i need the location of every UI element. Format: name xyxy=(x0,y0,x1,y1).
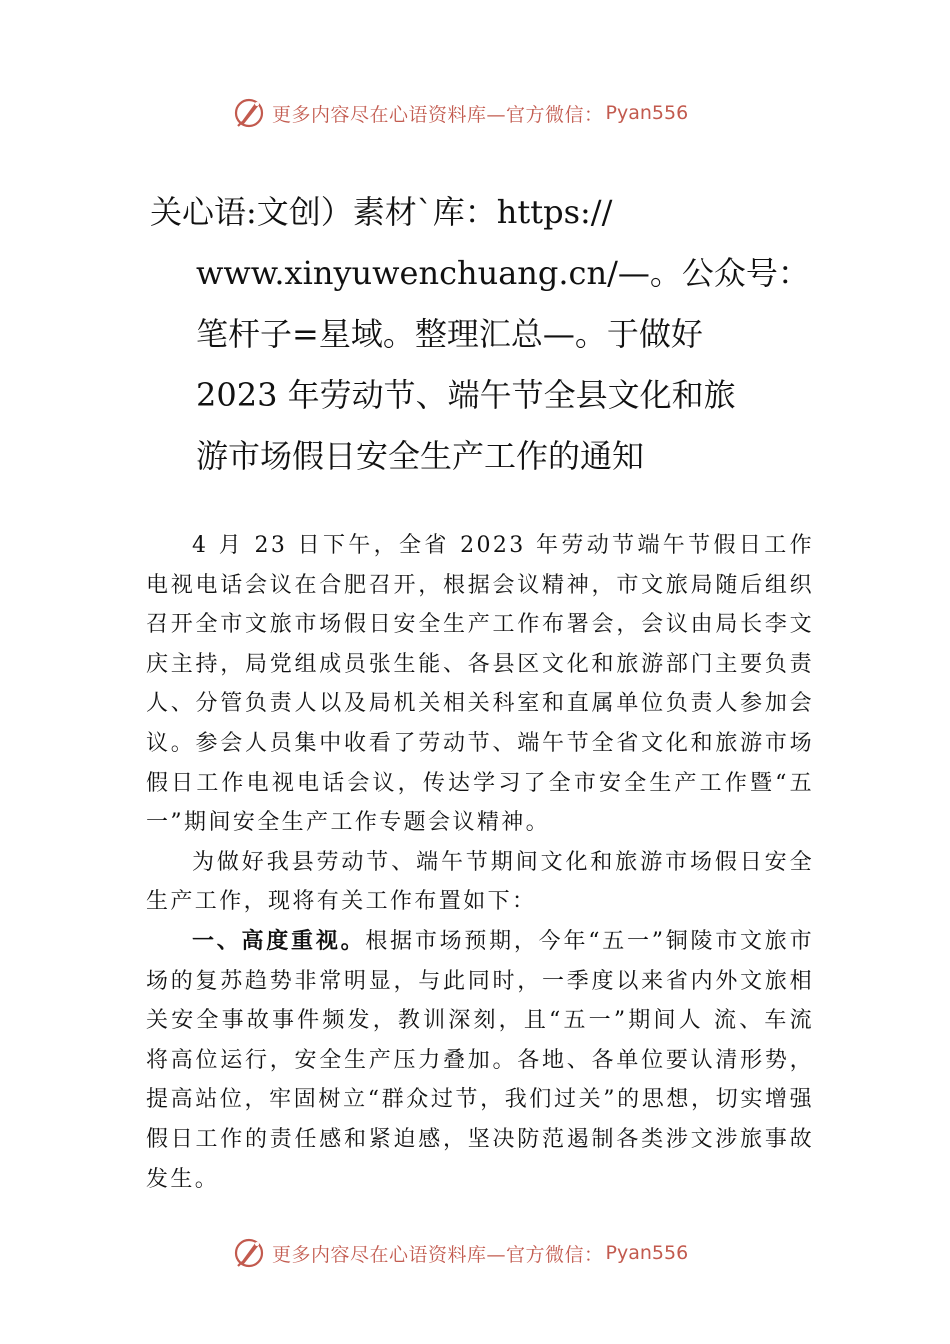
watermark-text: 更多内容尽在心语资料库—官方微信： xyxy=(272,103,604,126)
title-line-3: 笔杆子=星域。整理汇总—。于做好 xyxy=(196,315,703,353)
title-line-1: 关心语:文创）素材`库：https:// xyxy=(150,193,613,231)
watermark-wechat-id: Pyan556 xyxy=(605,102,689,124)
watermark-wechat-id: Pyan556 xyxy=(605,1242,689,1264)
paragraph-section-one xyxy=(146,922,814,1199)
watermark-banner-bottom xyxy=(232,1236,752,1270)
title-line-2: www.xinyuwenchuang.cn/—。公众号： xyxy=(196,254,810,292)
paragraph-meeting-summary: 4 月 23 日下午，全省 2023 年劳动节端午节假日工作电视电话会议在合肥召开，根据会议精神，市文旅局随后组织召开全市文旅市场假日安全生产工作布署会，会议由局长李文庆主持，局党组成员张生能、各县区文化和旅游部门主要负责人、分管负责人以及局机关相关科室和直属单位负责人参加会议。参会人员集中收看了劳动节、端午节全省文化和旅游市场假日工作电视电话会议，传达学习了全市安全生产工作暨“五一”期间安全生产工作专题会议精神。 xyxy=(146,533,814,836)
section-one-heading: 一、高度重视。 xyxy=(192,928,366,954)
watermark-banner-top xyxy=(232,96,752,130)
section-one-text: 根据市场预期，今年“五一”铜陵市文旅市场的复苏趋势非常明显，与此同时，一季度以来省内外文旅相关安全事故事件频发，教训深刻，且“五一”期间人 流、车流将高位运行，安全生产压力叠加。各地、各单位要认清形势，提高站位，牢固树立“群众过节，我们过关”的思想，切实增强假日工作的责任感和紧迫感，坚决防范遏制各类涉文涉旅事故发生。 xyxy=(146,928,814,1192)
document-title xyxy=(150,182,810,487)
quill-pen-logo-icon xyxy=(232,96,266,130)
watermark-text: 更多内容尽在心语资料库—官方微信： xyxy=(272,1243,604,1266)
paragraph-work-arrangement: 为做好我县劳动节、端午节期间文化和旅游市场假日安全生产工作，现将有关工作布置如下： xyxy=(146,849,814,915)
document-body xyxy=(146,526,814,1199)
quill-pen-logo-icon xyxy=(232,1236,266,1270)
title-line-4: 2023 年劳动节、端午节全县文化和旅 xyxy=(196,376,736,414)
title-line-5: 游市场假日安全生产工作的通知 xyxy=(196,437,645,475)
